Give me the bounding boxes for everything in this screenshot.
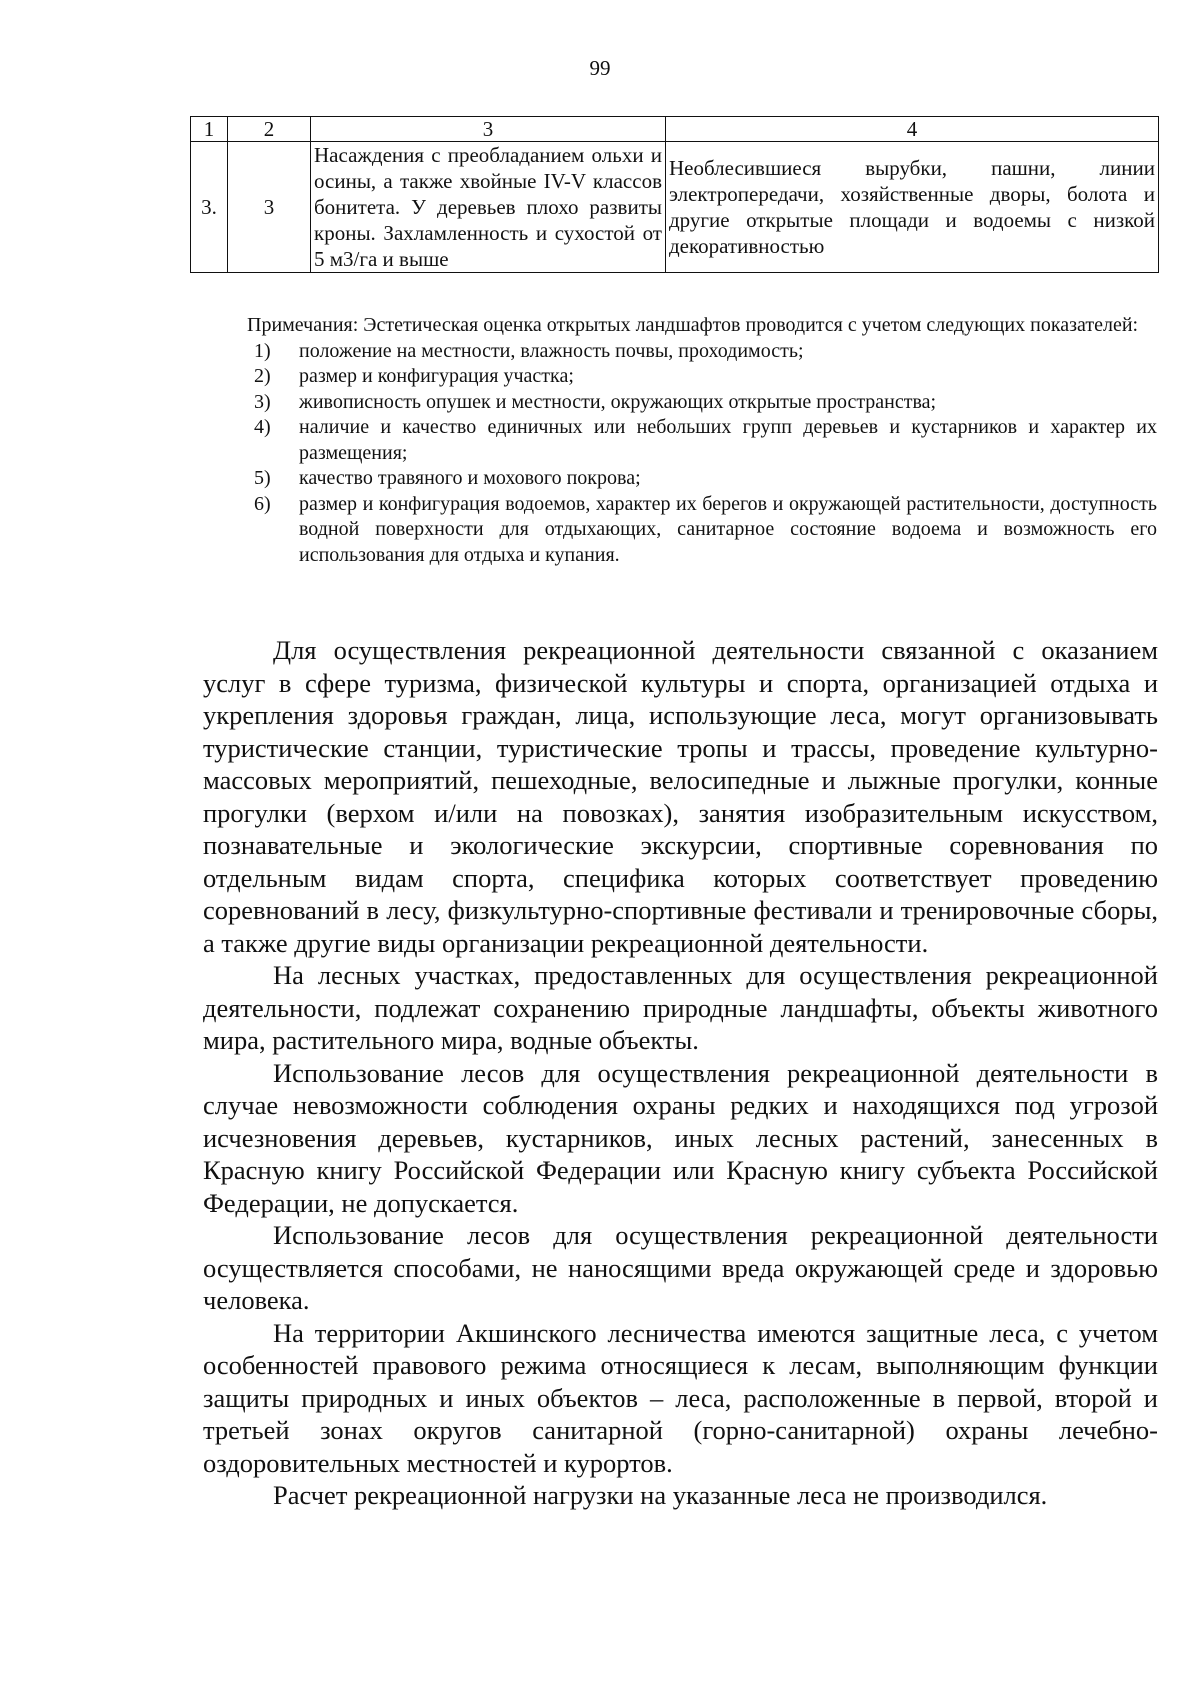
list-item — [254, 466, 1158, 492]
list-item-number: 5) — [254, 467, 271, 489]
list-item-number: 3) — [254, 390, 271, 413]
table-header-row — [191, 117, 1159, 142]
page-number: 99 — [589, 56, 611, 80]
paragraph-landscape-preservation: На лесных участках, предоставленных для осуществления рекреационной деятельности, подлежат сохранению природные ландшафты, объекты животного мира, растительного мира, водные объекты. — [203, 960, 1158, 1055]
paragraph-recreational-load: Расчет рекреационной нагрузки на указанные леса не производился. — [273, 1480, 1048, 1510]
list-item-text: наличие и качество единичных или небольших групп деревьев и кустарников и характер их размещения; — [299, 416, 1157, 464]
list-item-number: 2) — [254, 365, 271, 387]
list-item-text: размер и конфигурация участка; — [299, 365, 574, 387]
header-cell-4: 4 — [666, 117, 1159, 142]
list-item — [254, 492, 1158, 569]
paragraph-red-book-restriction: Использование лесов для осуществления рекреационной деятельности в случае невозможности соблюдения охраны редких и находящихся под угрозой исчезновения деревьев, кустарников, иных лесных растений, занесенных в Красную книгу Российской Федерации или Красную книгу субъекта Российской Федерации, не допускается. — [203, 1057, 1158, 1218]
list-item-text: живописность опушек и местности, окружающих открытые пространства; — [299, 390, 937, 413]
list-item — [254, 364, 1158, 390]
body-text — [203, 634, 1158, 1512]
cell-stand-description: Насаждения с преобладанием ольхи и осины, а также хвойные IV-V классов бонитета. У деревьев плохо развиты кроны. Захламленность и сухостой от 5 м3/га и выше — [311, 142, 666, 273]
header-cell-2: 2 — [228, 117, 311, 142]
list-item — [254, 390, 1158, 416]
cell-class: 3 — [228, 142, 311, 273]
paragraph-recreation-activities: Для осуществления рекреационной деятельности связанной с оказанием услуг в сфере туризма, физической культуры и спорта, организацией отдыха и укрепления здоровья граждан, лица, использующие леса, могут организовывать туристические станции, туристические тропы и трассы, проведение культурно-массовых мероприятий, пешеходные, велосипедные и лыжные прогулки, конные прогулки (верхом и/или на повозках), занятия изобразительным искусством, познавательные и экологические экскурсии, спортивные соревнования по отдельным видам спорта, специфика которых соответствует проведению соревнований в лесу, физкультурно-спортивные фестивали и тренировочные сборы, а также другие виды организации рекреационной деятельности. — [203, 635, 1158, 958]
list-item — [254, 339, 1158, 365]
cell-open-areas: Необлесившиеся вырубки, пашни, линии электропередачи, хозяйственные дворы, болота и другие открытые площади и водоемы с низкой декоративностью — [666, 142, 1159, 273]
notes-section — [203, 313, 1158, 568]
notes-intro: Примечания: Эстетическая оценка открытых ландшафтов проводится с учетом следующих показателей: — [247, 314, 1139, 336]
list-item-text: положение на местности, влажность почвы, проходимость; — [299, 339, 804, 362]
list-item-number: 1) — [254, 339, 271, 362]
list-item-number: 6) — [254, 492, 271, 515]
paragraph-protective-forests: На территории Акшинского лесничества имеются защитные леса, с учетом особенностей правового режима относящиеся к лесам, выполняющим функции защиты природных и иных объектов – леса, расположенные в первой, второй и третьей зонах округов санитарной (горно-санитарной) охраны лечебно-оздоровительных местностей и курортов. — [203, 1317, 1158, 1478]
header-cell-1: 1 — [191, 117, 228, 142]
list-item-number: 4) — [254, 416, 271, 438]
table-row — [191, 142, 1159, 273]
list-item — [254, 415, 1158, 466]
header-cell-3: 3 — [311, 117, 666, 142]
cell-number: 3. — [191, 142, 228, 273]
paragraph-safe-methods: Использование лесов для осуществления рекреационной деятельности осуществляется способами, не наносящими вреда окружающей среде и здоровью человека. — [203, 1220, 1158, 1315]
list-item-text: качество травяного и мохового покрова; — [299, 467, 641, 489]
assessment-table — [190, 116, 1159, 273]
notes-list — [203, 339, 1158, 569]
list-item-text: размер и конфигурация водоемов, характер их берегов и окружающей растительности, доступность водной поверхности для отдыхающих, санитарное состояние водоема и возможность его использования для отдыха и купания. — [299, 492, 1157, 566]
